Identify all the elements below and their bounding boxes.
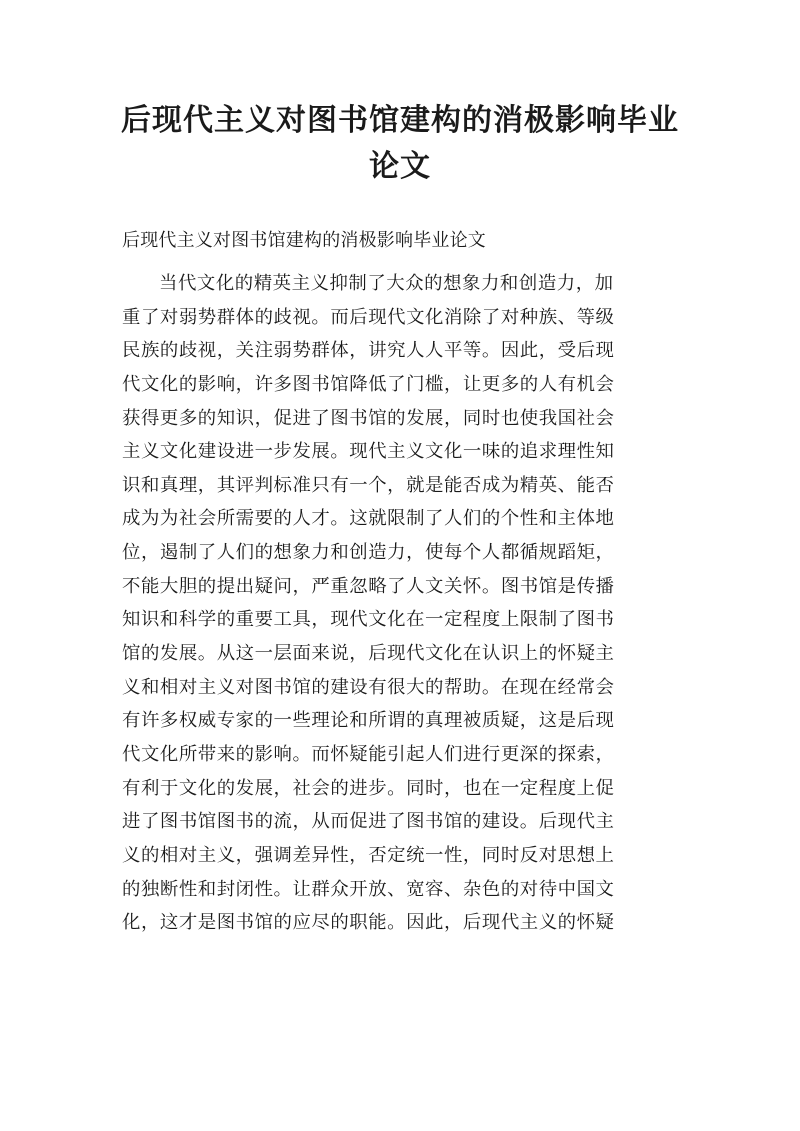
document-title-line-1: 后现代主义对图书馆建构的消极影响毕业: [121, 103, 679, 138]
body-line: 义和相对主义对图书馆的建设有很大的帮助。在现在经常会: [122, 676, 615, 698]
body-line: 不能大胆的提出疑问，严重忽略了人文关怀。图书馆是传播: [122, 575, 615, 597]
body-line: 进了图书馆图书的流，从而促进了图书馆的建设。后现代主: [122, 811, 615, 833]
document-title-line-2: 论文: [369, 149, 431, 184]
body-line: 有许多权威专家的一些理论和所谓的真理被质疑，这是后现: [122, 710, 615, 732]
body-line: 主义文化建设进一步发展。现代主义文化一味的追求理性知: [122, 441, 615, 463]
body-line: 代文化的影响，许多图书馆降低了门槛，让更多的人有机会: [122, 373, 615, 395]
body-line: 成为为社会所需要的人才。这就限制了人们的个性和主体地: [122, 508, 615, 530]
body-line: 有利于文化的发展，社会的进步。同时，也在一定程度上促: [122, 777, 615, 799]
body-line: 重了对弱势群体的歧视。而后现代文化消除了对种族、等级: [122, 306, 615, 328]
body-line: 识和真理，其评判标准只有一个，就是能否成为精英、能否: [122, 474, 615, 496]
body-line: 义的相对主义，强调差异性，否定统一性，同时反对思想上: [122, 844, 615, 866]
body-line: 知识和科学的重要工具，现代文化在一定程度上限制了图书: [122, 609, 615, 631]
body-line: 当代文化的精英主义抑制了大众的想象力和创造力，加: [159, 273, 614, 294]
body-line: 民族的歧视，关注弱势群体，讲究人人平等。因此，受后现: [122, 340, 615, 362]
body-line: 馆的发展。从这一层面来说，后现代文化在认识上的怀疑主: [122, 643, 615, 665]
body-line: 代文化所带来的影响。而怀疑能引起人们进行更深的探索，: [122, 743, 615, 765]
body-line: 化，这才是图书馆的应尽的职能。因此，后现代主义的怀疑: [122, 912, 615, 934]
document-subtitle: 后现代主义对图书馆建构的消极影响毕业论文: [122, 230, 486, 251]
document-title: [100, 98, 700, 190]
body-line: 位，遏制了人们的想象力和创造力，使每个人都循规蹈矩，: [122, 542, 615, 564]
document-body: [122, 267, 682, 940]
body-line: 获得更多的知识，促进了图书馆的发展，同时也使我国社会: [122, 407, 615, 429]
body-line: 的独断性和封闭性。让群众开放、宽容、杂色的对待中国文: [122, 878, 615, 900]
